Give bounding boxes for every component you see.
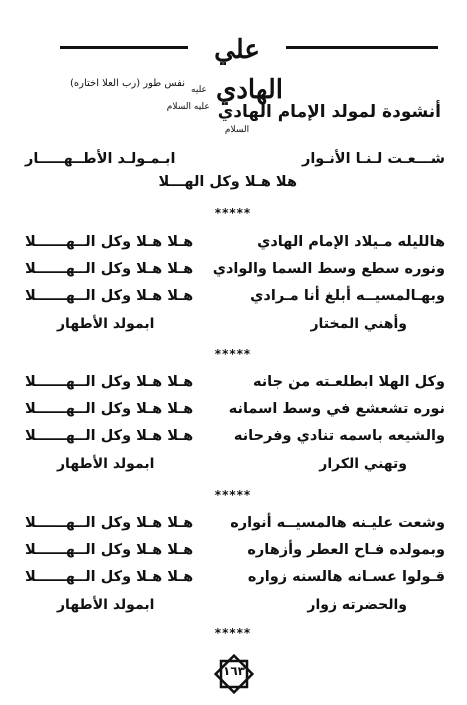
verse-right: والشيعه باسمه تنادي وفرحانه — [233, 428, 445, 444]
verse-left: هـلا هـلا وكل الــهــــــلا — [25, 542, 194, 558]
page-number-badge — [214, 654, 254, 694]
intro-line-2: هلا هـلا وكل الهـــلا — [158, 174, 297, 190]
verse-right: وكل الهلا ابطلعـته من جانه — [252, 374, 445, 390]
stanza-2-line-2 — [25, 396, 445, 422]
stanza-1-tail — [57, 312, 407, 336]
stanza-3-tail — [57, 593, 407, 617]
tail-right: وتهني الكرار — [319, 456, 407, 472]
header-honorific: عليه السلام — [191, 85, 250, 135]
stanza-2-line-3 — [25, 423, 445, 449]
verse-left: هـلا هـلا وكل الــهــــــلا — [25, 515, 194, 531]
verse-left: هـلا هـلا وكل الــهــــــلا — [25, 288, 194, 304]
melody-note: نفس طور (رب العلا اختاره) — [70, 78, 186, 89]
verse-right: نوره تشعشع في وسط اسمانه — [228, 401, 445, 417]
verse-right: شـــعـت لـنـا الأنـوار — [301, 151, 445, 167]
verse-left: هـلا هـلا وكل الــهــــــلا — [25, 428, 194, 444]
stanza-divider: ***** — [214, 626, 252, 640]
verse-left: هـلا هـلا وكل الــهــــــلا — [25, 569, 194, 585]
header-calligraphy — [188, 30, 286, 135]
verse-right: ونوره سطع وسط السما والوادي — [212, 261, 445, 277]
stanza-1-line-3 — [25, 283, 445, 309]
verse-right: وبهـالمسيــه أبلغ أنا مـرادي — [250, 288, 445, 304]
stanza-3-line-2 — [25, 537, 445, 563]
intro-line-1 — [25, 146, 445, 172]
verse-right: قـولوا عسـانه هالسنه زواره — [247, 569, 445, 585]
page-number: ١٦٣ — [223, 664, 245, 678]
song-title — [167, 102, 441, 122]
verse-left: هـلا هـلا وكل الــهــــــلا — [25, 401, 194, 417]
tail-left: ابمولد الأطهار — [57, 597, 155, 613]
stanza-1-line-2 — [25, 256, 445, 282]
tail-right: وأهني المختار — [310, 316, 407, 332]
stanza-3-line-1 — [25, 510, 445, 536]
stanza-2-line-1 — [25, 369, 445, 395]
stanza-divider: ***** — [214, 206, 252, 220]
tail-left: ابمولد الأطهار — [57, 316, 155, 332]
verse-right: هالليله مـيلاد الإمام الهادي — [257, 234, 445, 250]
verse-right: وبمولده فـاح العطر وأزهاره — [247, 542, 445, 558]
stanza-2-tail — [57, 452, 407, 476]
tail-right: والحضرته زوار — [307, 597, 407, 613]
tail-left: ابمولد الأطهار — [57, 456, 155, 472]
verse-left: هـلا هـلا وكل الــهــــــلا — [25, 374, 194, 390]
verse-right: وشعت عليـنه هالمسيــه أنواره — [230, 515, 445, 531]
song-title-text: أنشودة لمولد الإمام الهادي — [217, 102, 441, 122]
stanza-divider: ***** — [214, 488, 252, 502]
stanza-1-line-1 — [25, 229, 445, 255]
verse-left: ابـمـولـد الأطــهـــــار — [25, 151, 176, 167]
stanza-divider: ***** — [214, 347, 252, 361]
stanza-3-line-3 — [25, 564, 445, 590]
verse-left: هـلا هـلا وكل الــهــــــلا — [25, 261, 194, 277]
header-title-text: علي الهادي — [214, 35, 283, 105]
verse-left: هـلا هـلا وكل الــهــــــلا — [25, 234, 194, 250]
header-rule-left — [60, 46, 188, 49]
header-rule-right — [286, 46, 438, 49]
song-title-honorific: عليه السلام — [166, 102, 210, 112]
